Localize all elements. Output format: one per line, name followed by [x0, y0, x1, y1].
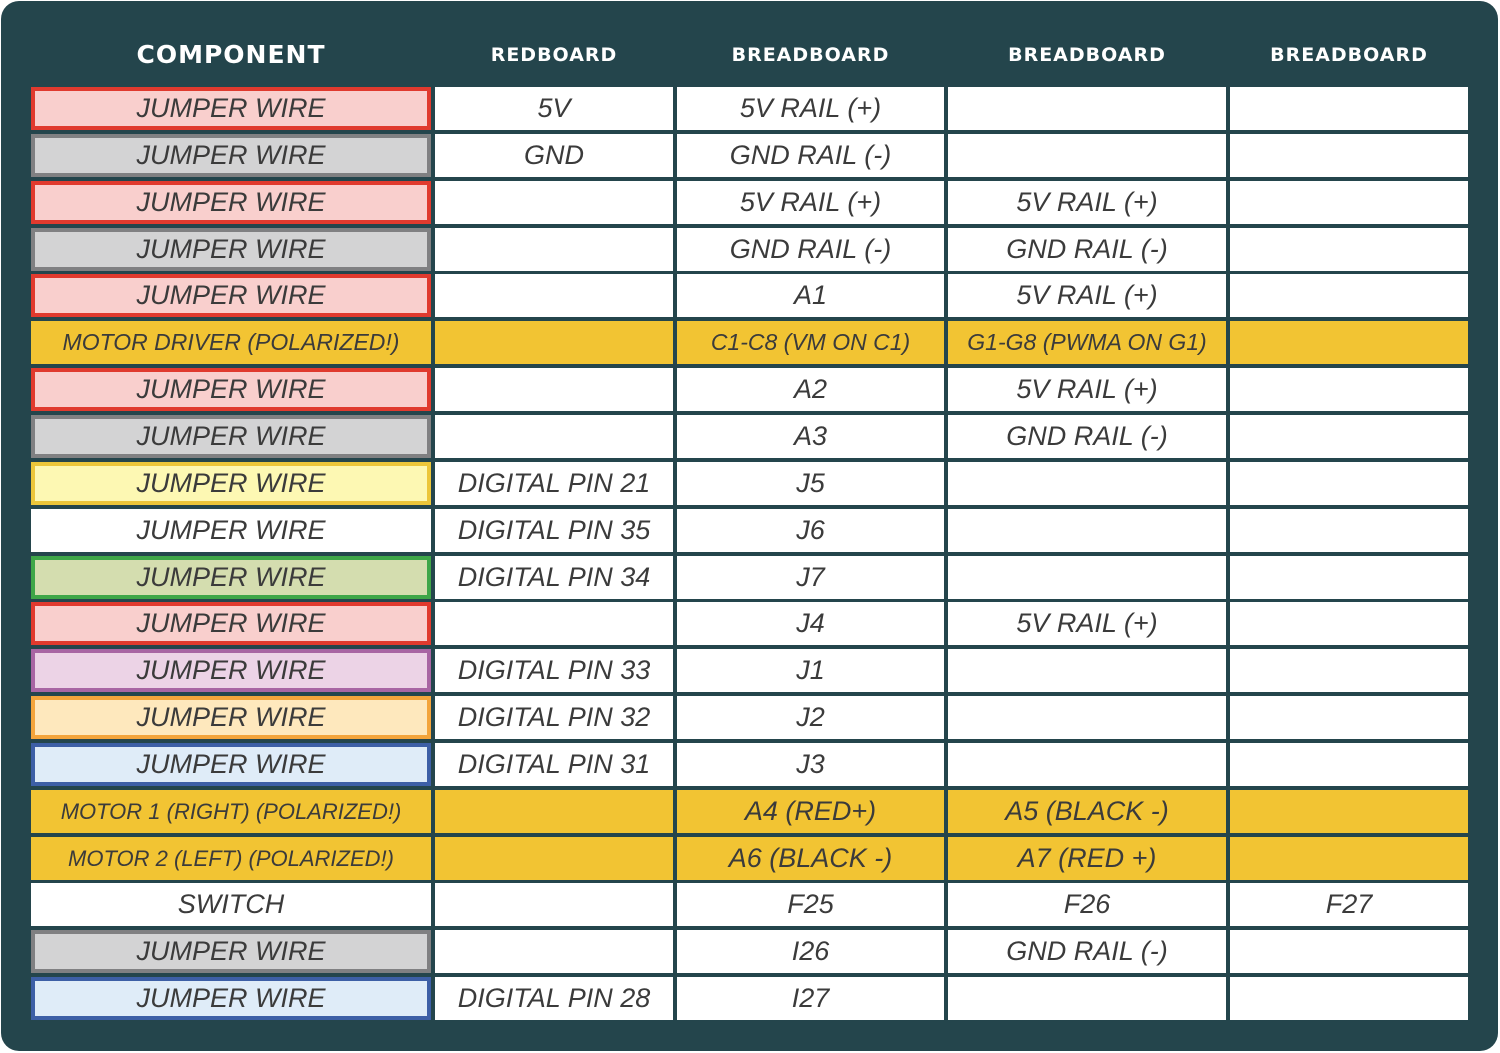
breadboard-2-cell — [948, 134, 1226, 177]
breadboard-1-cell: 5V RAIL (+) — [677, 87, 944, 130]
component-cell: JUMPER WIRE — [31, 228, 431, 271]
breadboard-2-cell — [948, 509, 1226, 552]
breadboard-2-cell: A7 (RED +) — [948, 837, 1226, 880]
breadboard-2-cell: 5V RAIL (+) — [948, 181, 1226, 224]
redboard-cell: 5V — [435, 87, 673, 130]
breadboard-3-cell — [1230, 87, 1468, 130]
header-breadboard-1: BREADBOARD — [731, 44, 890, 66]
breadboard-1-cell: J4 — [677, 602, 944, 645]
breadboard-3-cell — [1230, 274, 1468, 317]
breadboard-2-cell — [948, 977, 1226, 1020]
component-cell: JUMPER WIRE — [31, 696, 431, 739]
breadboard-1-cell: J1 — [677, 649, 944, 692]
component-cell: SWITCH — [31, 883, 431, 926]
breadboard-2-cell: 5V RAIL (+) — [948, 274, 1226, 317]
breadboard-1-cell: J7 — [677, 556, 944, 599]
breadboard-1-cell: GND RAIL (-) — [677, 228, 944, 271]
breadboard-1-cell: C1-C8 (VM ON C1) — [677, 321, 944, 364]
breadboard-2-cell: GND RAIL (-) — [948, 930, 1226, 973]
breadboard-1-cell: A3 — [677, 415, 944, 458]
breadboard-3-cell — [1230, 556, 1468, 599]
breadboard-3-cell — [1230, 509, 1468, 552]
breadboard-3-cell — [1230, 790, 1468, 833]
breadboard-2-cell: GND RAIL (-) — [948, 415, 1226, 458]
breadboard-2-cell: 5V RAIL (+) — [948, 368, 1226, 411]
redboard-cell: DIGITAL PIN 33 — [435, 649, 673, 692]
redboard-cell — [435, 368, 673, 411]
breadboard-2-cell — [948, 649, 1226, 692]
breadboard-1-cell: GND RAIL (-) — [677, 134, 944, 177]
breadboard-1-cell: J3 — [677, 743, 944, 786]
breadboard-2-cell — [948, 87, 1226, 130]
breadboard-3-cell — [1230, 602, 1468, 645]
redboard-cell: DIGITAL PIN 28 — [435, 977, 673, 1020]
header-redboard: REDBOARD — [490, 44, 618, 66]
breadboard-2-cell — [948, 696, 1226, 739]
breadboard-3-cell — [1230, 415, 1468, 458]
breadboard-2-cell: A5 (BLACK -) — [948, 790, 1226, 833]
component-cell: JUMPER WIRE — [31, 274, 431, 317]
redboard-cell — [435, 228, 673, 271]
component-cell: JUMPER WIRE — [31, 462, 431, 505]
component-cell: MOTOR DRIVER (POLARIZED!) — [31, 321, 431, 364]
breadboard-1-cell: A1 — [677, 274, 944, 317]
breadboard-3-cell — [1230, 321, 1468, 364]
breadboard-1-cell: F25 — [677, 883, 944, 926]
breadboard-2-cell: GND RAIL (-) — [948, 228, 1226, 271]
redboard-cell: DIGITAL PIN 34 — [435, 556, 673, 599]
breadboard-2-cell — [948, 556, 1226, 599]
redboard-cell: GND — [435, 134, 673, 177]
breadboard-3-cell — [1230, 837, 1468, 880]
redboard-cell — [435, 415, 673, 458]
redboard-cell: DIGITAL PIN 31 — [435, 743, 673, 786]
redboard-cell: DIGITAL PIN 35 — [435, 509, 673, 552]
breadboard-1-cell: J2 — [677, 696, 944, 739]
breadboard-2-cell — [948, 743, 1226, 786]
breadboard-3-cell: F27 — [1230, 883, 1468, 926]
breadboard-2-cell: F26 — [948, 883, 1226, 926]
redboard-cell — [435, 790, 673, 833]
breadboard-3-cell — [1230, 696, 1468, 739]
component-cell: JUMPER WIRE — [31, 415, 431, 458]
breadboard-2-cell: G1-G8 (PWMA ON G1) — [948, 321, 1226, 364]
breadboard-3-cell — [1230, 977, 1468, 1020]
component-cell: MOTOR 2 (LEFT) (POLARIZED!) — [31, 837, 431, 880]
redboard-cell — [435, 602, 673, 645]
component-cell: JUMPER WIRE — [31, 649, 431, 692]
breadboard-1-cell: J5 — [677, 462, 944, 505]
redboard-cell — [435, 930, 673, 973]
breadboard-3-cell — [1230, 743, 1468, 786]
breadboard-1-cell: A6 (BLACK -) — [677, 837, 944, 880]
redboard-cell — [435, 883, 673, 926]
component-cell: JUMPER WIRE — [31, 368, 431, 411]
component-cell: JUMPER WIRE — [31, 930, 431, 973]
redboard-cell — [435, 321, 673, 364]
redboard-cell: DIGITAL PIN 21 — [435, 462, 673, 505]
breadboard-1-cell: A4 (RED+) — [677, 790, 944, 833]
redboard-cell: DIGITAL PIN 32 — [435, 696, 673, 739]
component-cell: JUMPER WIRE — [31, 509, 431, 552]
component-cell: JUMPER WIRE — [31, 602, 431, 645]
component-cell: JUMPER WIRE — [31, 134, 431, 177]
component-cell: JUMPER WIRE — [31, 977, 431, 1020]
breadboard-3-cell — [1230, 181, 1468, 224]
breadboard-3-cell — [1230, 462, 1468, 505]
component-cell: MOTOR 1 (RIGHT) (POLARIZED!) — [31, 790, 431, 833]
component-cell: JUMPER WIRE — [31, 556, 431, 599]
component-cell: JUMPER WIRE — [31, 743, 431, 786]
breadboard-3-cell — [1230, 368, 1468, 411]
header-component: COMPONENT — [136, 40, 326, 69]
breadboard-1-cell: 5V RAIL (+) — [677, 181, 944, 224]
redboard-cell — [435, 274, 673, 317]
breadboard-1-cell: I26 — [677, 930, 944, 973]
breadboard-1-cell: A2 — [677, 368, 944, 411]
breadboard-3-cell — [1230, 930, 1468, 973]
redboard-cell — [435, 181, 673, 224]
breadboard-1-cell: J6 — [677, 509, 944, 552]
component-cell: JUMPER WIRE — [31, 181, 431, 224]
breadboard-2-cell — [948, 462, 1226, 505]
header-breadboard-3: BREADBOARD — [1270, 44, 1428, 66]
breadboard-3-cell — [1230, 134, 1468, 177]
redboard-cell — [435, 837, 673, 880]
breadboard-3-cell — [1230, 649, 1468, 692]
breadboard-2-cell: 5V RAIL (+) — [948, 602, 1226, 645]
header-breadboard-2: BREADBOARD — [1008, 44, 1166, 66]
component-cell: JUMPER WIRE — [31, 87, 431, 130]
breadboard-3-cell — [1230, 228, 1468, 271]
breadboard-1-cell: I27 — [677, 977, 944, 1020]
